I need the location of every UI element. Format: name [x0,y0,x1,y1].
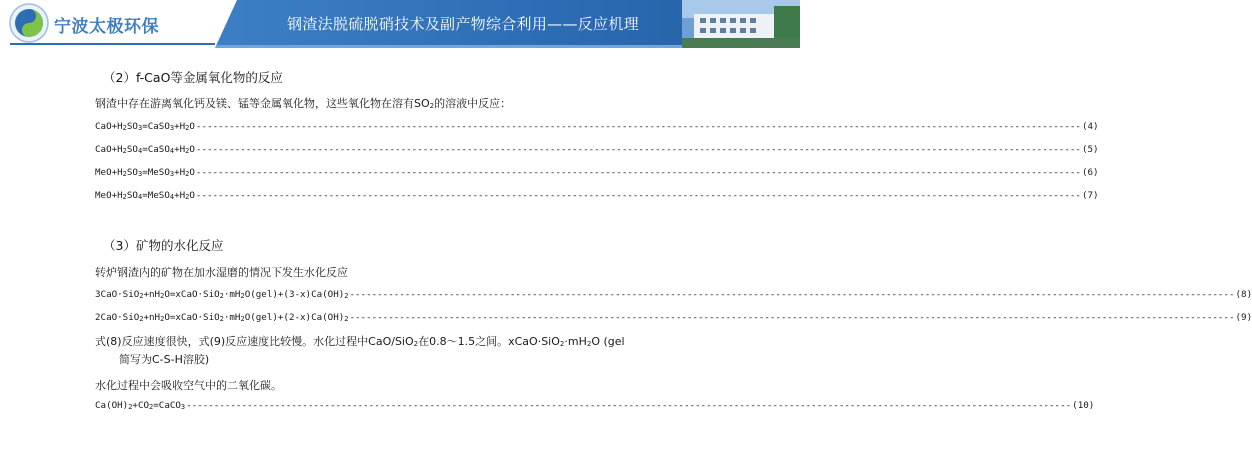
dash-leader: ---------------------------------------------------------------------------------------------------------------------------------------------------------------- [349,289,1235,300]
equation-8 [95,289,1252,300]
dash-leader: ---------------------------------------------------------------------------------------------------------------------------------------------------------------- [195,121,1081,132]
dash-leader: ---------------------------------------------------------------------------------------------------------------------------------------------------------------- [195,167,1081,178]
equation-formula: $CaO+H_2SO_4=CaSO_4+H_2O$ [95,144,195,155]
equation-formula: $2CaO\cdot SiO_2+nH_2O=xCaO\cdot SiO_2\cdot mH_2O(gel)+(2-x)Ca(OH)_2$ [95,312,349,323]
equation-number: (6) [1081,167,1099,178]
section-2-title: （2）f-CaO等金属氧化物的反应 [103,70,283,85]
equation-9 [95,312,1252,323]
equation-formula: $MeO+H_2SO_4=MeSO_4+H_2O$ [95,190,195,201]
dash-leader: ---------------------------------------------------------------------------------------------------------------------------------------------------------------- [195,190,1081,201]
dash-leader: ---------------------------------------------------------------------------------------------------------------------------------------------------------------- [195,144,1081,155]
equation-formula: $MeO+H_2SO_3=MeSO_3+H_2O$ [95,167,195,178]
intro-subscript: 2 [429,102,435,110]
equation-4 [95,121,1099,132]
equation-number: (8) [1235,289,1252,300]
note-text-b: 在0.8～1.5之间。xCaO·SiO [418,335,560,348]
intro-text-b: 的溶液中反应： [434,97,512,110]
equation-10 [95,400,1095,411]
dash-leader: ---------------------------------------------------------------------------------------------------------------------------------------------------------------- [186,400,1072,411]
equation-number: (10) [1072,400,1095,411]
section-3-intro: 转炉钢渣内的矿物在加水湿磨的情况下发生水化反应 [95,266,348,279]
intro-text-a: 钢渣中存在游离氧化钙及镁、锰等金属氧化物，这些氧化物在溶有SO [95,97,430,110]
note-sub-3: 2 [586,340,592,348]
section-2-intro [95,95,511,111]
note-line-2: 简写为C-S-H溶胶) [119,353,210,366]
equation-7 [95,190,1099,201]
dash-leader: ---------------------------------------------------------------------------------------------------------------------------------------------------------------- [349,312,1235,323]
company-name: 宁波太极环保 [54,17,159,37]
equation-6 [95,167,1099,178]
note-sub-2: 2 [559,340,565,348]
equation-formula: $Ca(OH)_2+CO_2=CaCO_3$ [95,400,186,411]
equation-number: (4) [1081,121,1099,132]
equation-number: (5) [1081,144,1099,155]
equation-formula: $3CaO\cdot SiO_2+nH_2O=xCaO\cdot SiO_2\cdot mH_2O(gel)+(3-x)Ca(OH)_2$ [95,289,349,300]
reaction-rate-note [95,334,755,367]
equation-number: (9) [1235,312,1252,323]
note-text-d: O (gel [591,335,625,348]
note-text-a: 式(8)反应速度很快，式(9)反应速度比较慢。水化过程中CaO/SiO [95,335,414,348]
equation-formula: $CaO+H_2SO_3=CaSO_3+H_2O$ [95,121,195,132]
equation-5 [95,144,1099,155]
note-sub-1: 2 [413,340,419,348]
section-3-title: （3）矿物的水化反应 [103,238,224,253]
co2-absorption-text: 水化过程中会吸收空气中的二氧化碳。 [95,379,282,392]
note-text-c: ·mH [564,335,587,348]
slide-title: 钢渣法脱硫脱硝技术及副产物综合利用——反应机理 [287,15,639,33]
equation-number: (7) [1081,190,1099,201]
